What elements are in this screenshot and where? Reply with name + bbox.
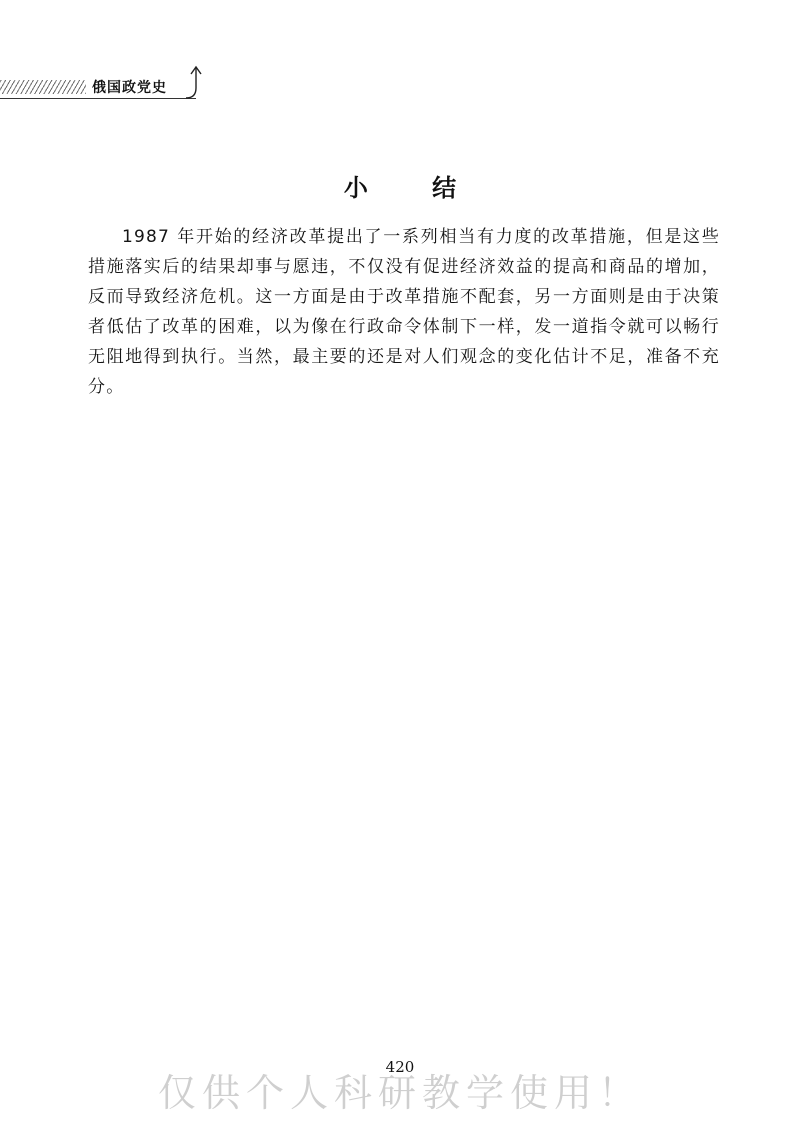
up-arrow-icon xyxy=(184,64,208,104)
running-title: 俄国政党史 xyxy=(92,80,167,96)
header-hatch-decoration xyxy=(0,80,86,94)
page-number: 420 xyxy=(385,1058,415,1076)
body-paragraph: 1987 年开始的经济改革提出了一系列相当有力度的改革措施，但是这些措施落实后的结果却事与愿违，不仅没有促进经济效益的提高和商品的增加，反而导致经济危机。这一方面是由于改革措施不配套，另一方面则是由于决策者低估了改革的困难，以为像在行政命令体制下一样，发一道指令就可以畅行无阻地得到执行。当然，最主要的还是对人们观念的变化估计不足，准备不充分。 xyxy=(88,227,720,397)
watermark: 仅供个人科研教学使用！ xyxy=(157,1071,642,1115)
running-head xyxy=(0,58,220,108)
header-rule xyxy=(0,98,196,99)
section-title: 小 结 xyxy=(343,174,485,202)
